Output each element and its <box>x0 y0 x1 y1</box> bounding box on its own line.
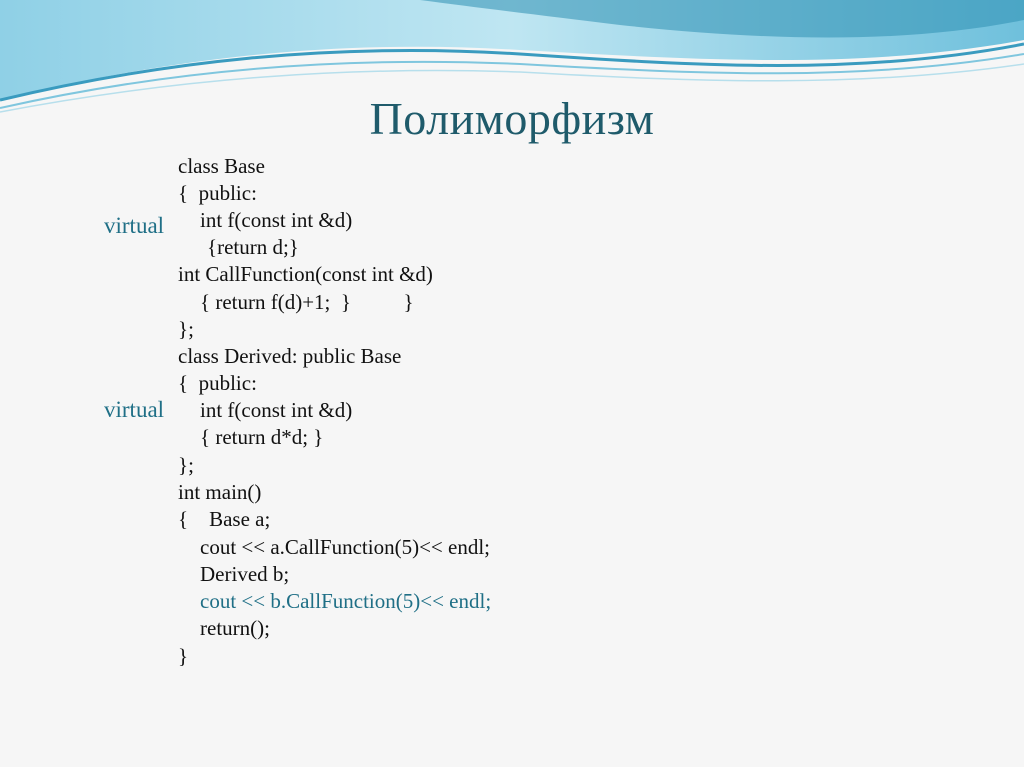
code-line: cout << a.CallFunction(5)<< endl; <box>200 535 490 559</box>
virtual-label-base: virtual <box>104 213 165 238</box>
code-line: { return f(d)+1; } } <box>200 290 414 314</box>
code-line: { public: <box>178 181 257 205</box>
code-line: { return d*d; } <box>200 425 324 449</box>
code-line: { Base a; <box>178 507 271 531</box>
code-line: return(); <box>200 616 270 640</box>
code-line: class Base <box>178 154 265 178</box>
code-line: Derived b; <box>200 562 290 586</box>
code-line: }; <box>178 317 194 341</box>
code-line: int main() <box>178 480 262 504</box>
virtual-label-derived: virtual <box>104 397 165 422</box>
code-line: class Derived: public Base <box>178 344 402 368</box>
code-line: int f(const int &d) <box>200 398 353 422</box>
code-line: {return d;} <box>207 235 299 259</box>
code-line: }; <box>178 453 194 477</box>
code-line-highlighted: cout << b.CallFunction(5)<< endl; <box>200 589 492 613</box>
code-line: int f(const int &d) <box>200 208 353 232</box>
code-line: { public: <box>178 371 257 395</box>
code-line: int CallFunction(const int &d) <box>178 262 433 286</box>
slide-title: Полиморфизм <box>369 93 655 144</box>
code-line: } <box>178 644 189 668</box>
